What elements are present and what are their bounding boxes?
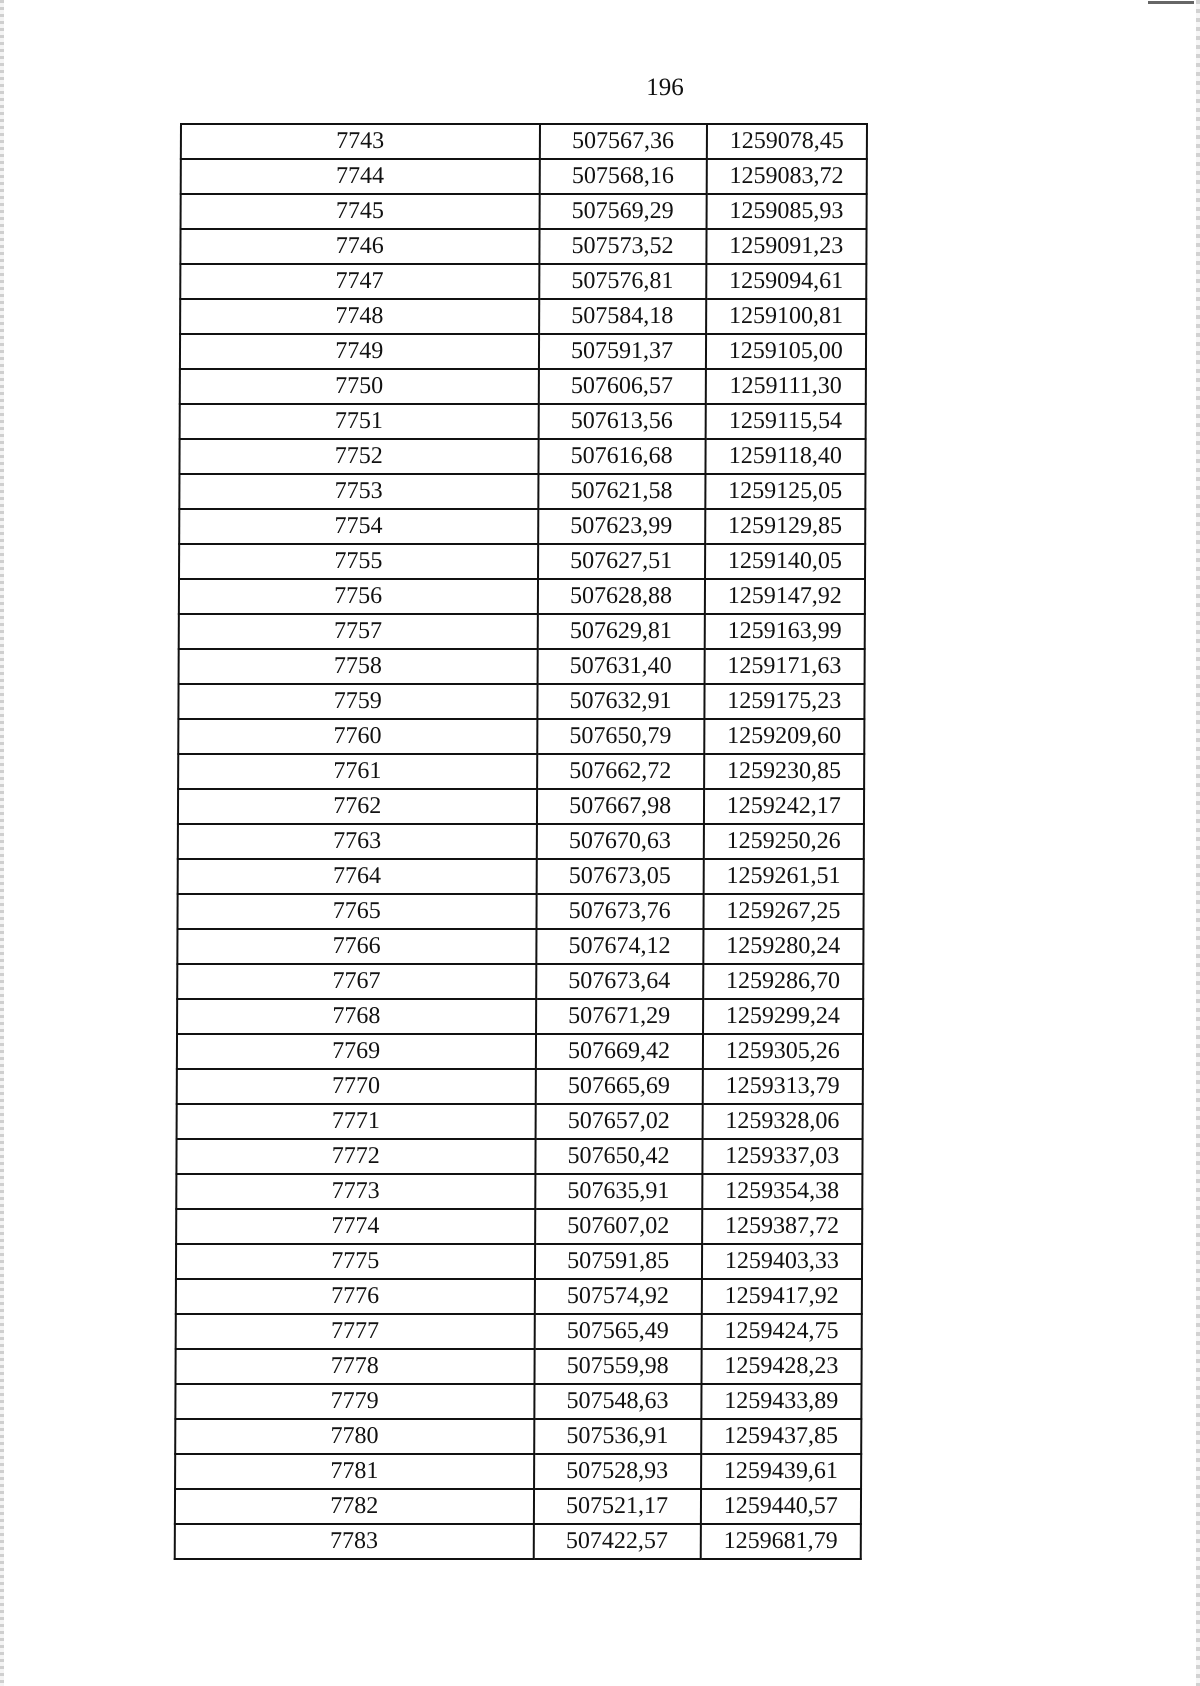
point-number-cell: 7780 — [175, 1419, 534, 1454]
table-row — [178, 684, 864, 719]
point-number-cell: 7762 — [178, 789, 537, 824]
x-coordinate-cell: 507591,37 — [538, 334, 705, 369]
y-coordinate-cell: 1259439,61 — [701, 1454, 862, 1489]
y-coordinate-cell: 1259433,89 — [701, 1384, 862, 1419]
point-number-cell: 7761 — [178, 754, 537, 789]
table-row — [178, 719, 864, 754]
y-coordinate-cell: 1259105,00 — [706, 334, 867, 369]
x-coordinate-cell: 507613,56 — [538, 404, 705, 439]
table-row — [178, 859, 864, 894]
x-coordinate-cell: 507569,29 — [539, 194, 706, 229]
table-row — [175, 1384, 861, 1419]
table-row — [177, 929, 863, 964]
x-coordinate-cell: 507422,57 — [533, 1524, 700, 1559]
x-coordinate-cell: 507662,72 — [537, 754, 704, 789]
y-coordinate-cell: 1259091,23 — [706, 229, 867, 264]
y-coordinate-cell: 1259313,79 — [702, 1069, 863, 1104]
x-coordinate-cell: 507671,29 — [536, 999, 703, 1034]
x-coordinate-cell: 507635,91 — [535, 1174, 702, 1209]
point-number-cell: 7758 — [179, 649, 538, 684]
y-coordinate-cell: 1259129,85 — [705, 509, 866, 544]
point-number-cell: 7745 — [181, 194, 540, 229]
point-number-cell: 7764 — [178, 859, 537, 894]
y-coordinate-cell: 1259403,33 — [702, 1244, 863, 1279]
x-coordinate-cell: 507536,91 — [534, 1419, 701, 1454]
table-row — [177, 894, 863, 929]
x-coordinate-cell: 507565,49 — [534, 1314, 701, 1349]
point-number-cell: 7748 — [180, 299, 539, 334]
table-row — [178, 824, 864, 859]
x-coordinate-cell: 507632,91 — [537, 684, 704, 719]
table-row — [176, 1174, 862, 1209]
x-coordinate-cell: 507606,57 — [538, 369, 705, 404]
scan-edge-left — [0, 0, 4, 1686]
x-coordinate-cell: 507623,99 — [538, 509, 705, 544]
point-number-cell: 7753 — [179, 474, 538, 509]
x-coordinate-cell: 507628,88 — [537, 579, 704, 614]
x-coordinate-cell: 507567,36 — [539, 124, 706, 159]
x-coordinate-cell: 507584,18 — [539, 299, 706, 334]
x-coordinate-cell: 507559,98 — [534, 1349, 701, 1384]
point-number-cell: 7754 — [179, 509, 538, 544]
x-coordinate-cell: 507673,05 — [536, 859, 703, 894]
table-row — [179, 509, 865, 544]
table-row — [178, 754, 864, 789]
y-coordinate-cell: 1259337,03 — [702, 1139, 863, 1174]
point-number-cell: 7760 — [178, 719, 537, 754]
scan-corner-mark — [1148, 1, 1194, 4]
x-coordinate-cell: 507667,98 — [536, 789, 703, 824]
x-coordinate-cell: 507665,69 — [535, 1069, 702, 1104]
table-row — [180, 404, 866, 439]
y-coordinate-cell: 1259111,30 — [705, 369, 866, 404]
x-coordinate-cell: 507528,93 — [534, 1454, 701, 1489]
x-coordinate-cell: 507669,42 — [535, 1034, 702, 1069]
table-row — [178, 789, 864, 824]
y-coordinate-cell: 1259424,75 — [701, 1314, 862, 1349]
scan-edge-right — [1196, 0, 1200, 1686]
y-coordinate-cell: 1259267,25 — [703, 894, 864, 929]
y-coordinate-cell: 1259125,05 — [705, 474, 866, 509]
x-coordinate-cell: 507650,79 — [537, 719, 704, 754]
point-number-cell: 7750 — [180, 369, 539, 404]
point-number-cell: 7778 — [175, 1349, 534, 1384]
point-number-cell: 7776 — [176, 1279, 535, 1314]
table-row — [180, 334, 866, 369]
x-coordinate-cell: 507521,17 — [533, 1489, 700, 1524]
table-row — [176, 1314, 862, 1349]
table-row — [179, 439, 865, 474]
point-number-cell: 7779 — [175, 1384, 534, 1419]
y-coordinate-cell: 1259387,72 — [702, 1209, 863, 1244]
y-coordinate-cell: 1259147,92 — [704, 579, 865, 614]
table-row — [180, 229, 866, 264]
y-coordinate-cell: 1259175,23 — [704, 684, 865, 719]
x-coordinate-cell: 507574,92 — [534, 1279, 701, 1314]
point-number-cell: 7771 — [177, 1104, 536, 1139]
table-row — [177, 1034, 863, 1069]
point-number-cell: 7773 — [176, 1174, 535, 1209]
table-row — [179, 474, 865, 509]
table-row — [181, 194, 867, 229]
x-coordinate-cell: 507629,81 — [537, 614, 704, 649]
y-coordinate-cell: 1259681,79 — [700, 1524, 861, 1559]
point-number-cell: 7783 — [175, 1524, 534, 1559]
table-row — [175, 1349, 861, 1384]
x-coordinate-cell: 507673,64 — [536, 964, 703, 999]
point-number-cell: 7755 — [179, 544, 538, 579]
point-number-cell: 7749 — [180, 334, 539, 369]
y-coordinate-cell: 1259242,17 — [704, 789, 865, 824]
table-row — [176, 1244, 862, 1279]
y-coordinate-cell: 1259440,57 — [701, 1489, 862, 1524]
point-number-cell: 7772 — [176, 1139, 535, 1174]
point-number-cell: 7756 — [179, 579, 538, 614]
y-coordinate-cell: 1259299,24 — [703, 999, 864, 1034]
table-row — [181, 124, 867, 159]
table-row — [176, 1279, 862, 1314]
table-row — [175, 1524, 861, 1559]
point-number-cell: 7751 — [180, 404, 539, 439]
table-row — [179, 649, 865, 684]
y-coordinate-cell: 1259417,92 — [701, 1279, 862, 1314]
point-number-cell: 7759 — [178, 684, 537, 719]
y-coordinate-cell: 1259140,05 — [705, 544, 866, 579]
x-coordinate-cell: 507631,40 — [537, 649, 704, 684]
table-row — [180, 299, 866, 334]
point-number-cell: 7774 — [176, 1209, 535, 1244]
point-number-cell: 7775 — [176, 1244, 535, 1279]
table-row — [175, 1454, 861, 1489]
y-coordinate-cell: 1259250,26 — [703, 824, 864, 859]
x-coordinate-cell: 507621,58 — [538, 474, 705, 509]
y-coordinate-cell: 1259115,54 — [705, 404, 866, 439]
y-coordinate-cell: 1259078,45 — [706, 124, 867, 159]
x-coordinate-cell: 507627,51 — [538, 544, 705, 579]
point-number-cell: 7782 — [175, 1489, 534, 1524]
y-coordinate-cell: 1259286,70 — [703, 964, 864, 999]
y-coordinate-cell: 1259305,26 — [702, 1034, 863, 1069]
y-coordinate-cell: 1259083,72 — [706, 159, 867, 194]
table-row — [176, 1139, 862, 1174]
table-row — [175, 1489, 861, 1524]
x-coordinate-cell: 507576,81 — [539, 264, 706, 299]
y-coordinate-cell: 1259163,99 — [704, 614, 865, 649]
y-coordinate-cell: 1259085,93 — [706, 194, 867, 229]
point-number-cell: 7744 — [181, 159, 540, 194]
point-number-cell: 7767 — [177, 964, 536, 999]
table-row — [177, 1104, 863, 1139]
point-number-cell: 7747 — [180, 264, 539, 299]
x-coordinate-cell: 507673,76 — [536, 894, 703, 929]
coordinates-table — [174, 123, 868, 1560]
point-number-cell: 7777 — [176, 1314, 535, 1349]
table-row — [180, 369, 866, 404]
y-coordinate-cell: 1259354,38 — [702, 1174, 863, 1209]
y-coordinate-cell: 1259171,63 — [704, 649, 865, 684]
y-coordinate-cell: 1259328,06 — [702, 1104, 863, 1139]
table-row — [177, 964, 863, 999]
page-number: 196 — [646, 74, 684, 101]
point-number-cell: 7769 — [177, 1034, 536, 1069]
table-body — [175, 124, 867, 1559]
table-row — [175, 1419, 861, 1454]
table-row — [179, 579, 865, 614]
y-coordinate-cell: 1259118,40 — [705, 439, 866, 474]
point-number-cell: 7752 — [179, 439, 538, 474]
y-coordinate-cell: 1259230,85 — [704, 754, 865, 789]
table-row — [181, 159, 867, 194]
point-number-cell: 7765 — [177, 894, 536, 929]
y-coordinate-cell: 1259209,60 — [704, 719, 865, 754]
point-number-cell: 7768 — [177, 999, 536, 1034]
x-coordinate-cell: 507657,02 — [535, 1104, 702, 1139]
x-coordinate-cell: 507616,68 — [538, 439, 705, 474]
table-row — [179, 614, 865, 649]
y-coordinate-cell: 1259280,24 — [703, 929, 864, 964]
table-row — [177, 999, 863, 1034]
y-coordinate-cell: 1259437,85 — [701, 1419, 862, 1454]
x-coordinate-cell: 507670,63 — [536, 824, 703, 859]
table-row — [180, 264, 866, 299]
x-coordinate-cell: 507674,12 — [536, 929, 703, 964]
x-coordinate-cell: 507591,85 — [535, 1244, 702, 1279]
point-number-cell: 7757 — [179, 614, 538, 649]
point-number-cell: 7746 — [180, 229, 539, 264]
y-coordinate-cell: 1259094,61 — [706, 264, 867, 299]
x-coordinate-cell: 507650,42 — [535, 1139, 702, 1174]
point-number-cell: 7743 — [181, 124, 540, 159]
table-row — [179, 544, 865, 579]
y-coordinate-cell: 1259428,23 — [701, 1349, 862, 1384]
point-number-cell: 7781 — [175, 1454, 534, 1489]
y-coordinate-cell: 1259100,81 — [706, 299, 867, 334]
x-coordinate-cell: 507568,16 — [539, 159, 706, 194]
table-row — [176, 1209, 862, 1244]
point-number-cell: 7763 — [178, 824, 537, 859]
point-number-cell: 7770 — [177, 1069, 536, 1104]
point-number-cell: 7766 — [177, 929, 536, 964]
y-coordinate-cell: 1259261,51 — [703, 859, 864, 894]
table-row — [177, 1069, 863, 1104]
x-coordinate-cell: 507573,52 — [539, 229, 706, 264]
x-coordinate-cell: 507548,63 — [534, 1384, 701, 1419]
x-coordinate-cell: 507607,02 — [535, 1209, 702, 1244]
